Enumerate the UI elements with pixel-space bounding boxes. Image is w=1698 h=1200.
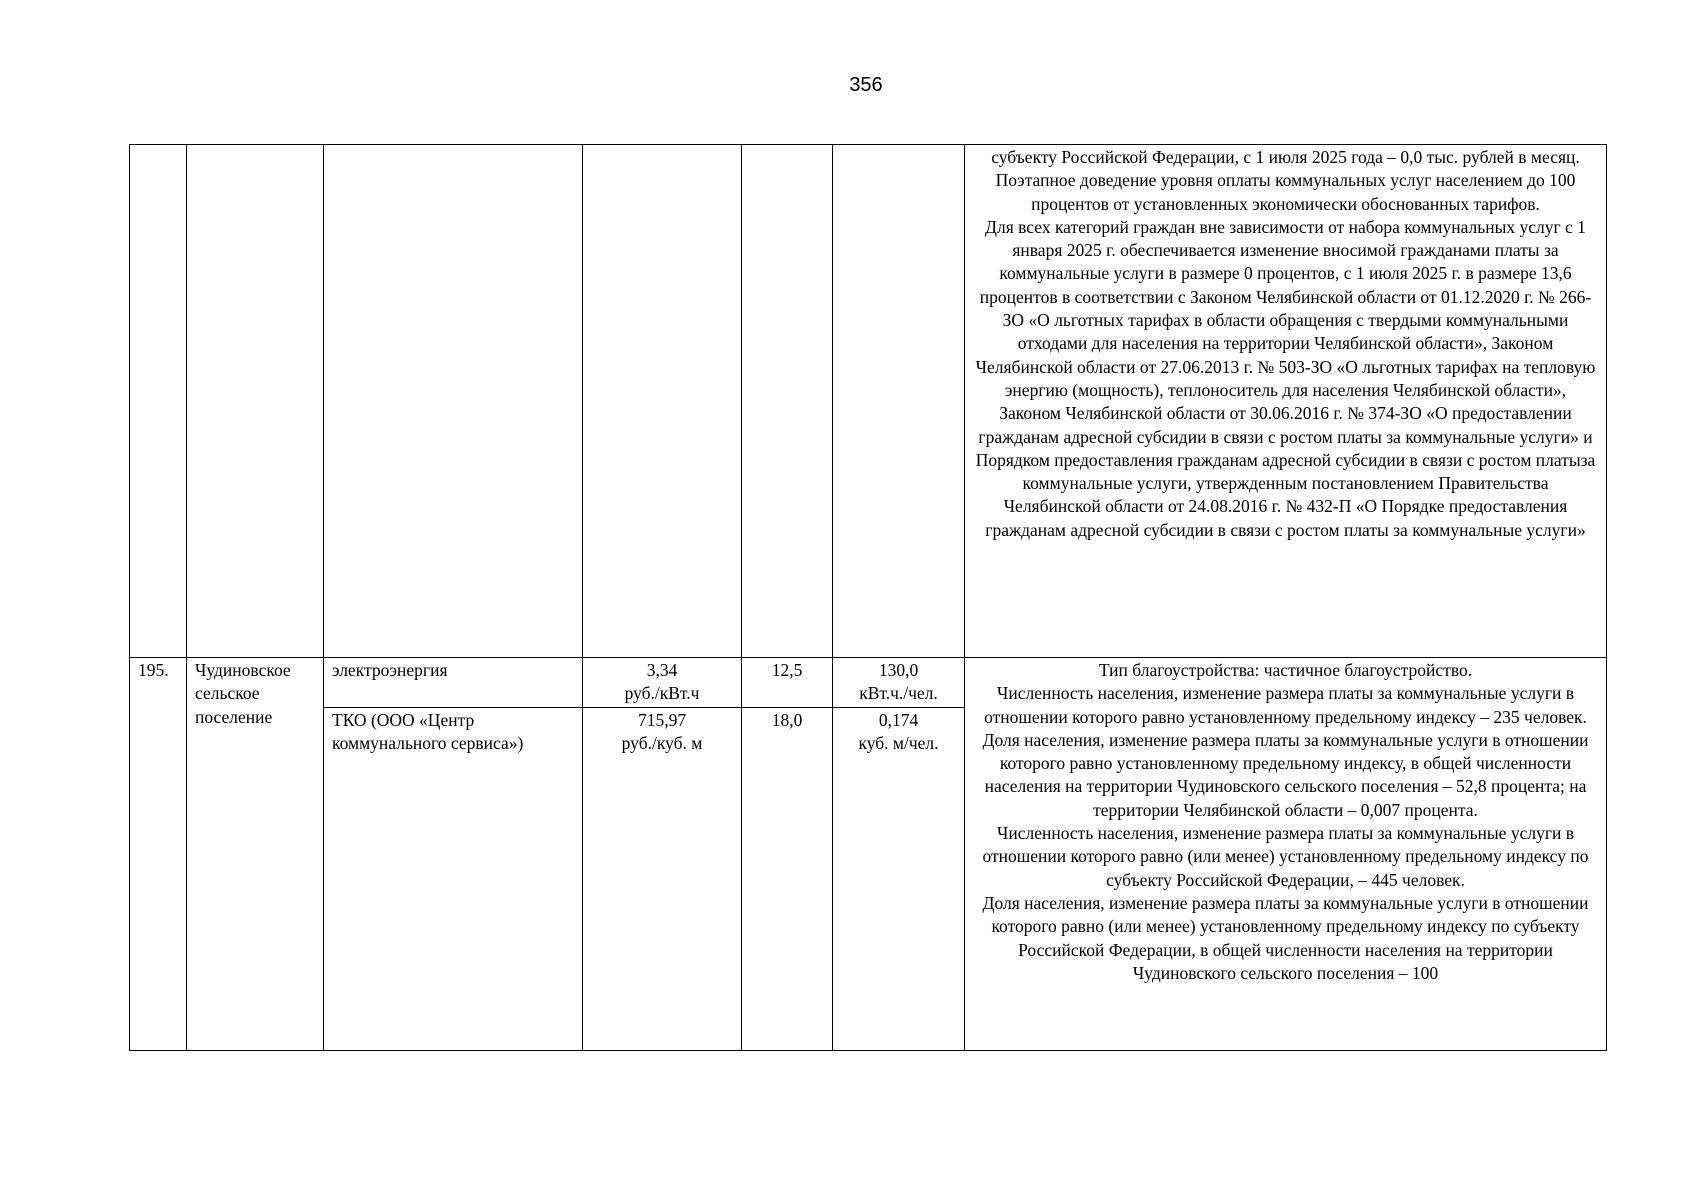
norm-value: 0,174 [878,709,919,730]
description-paragraph: Для всех категорий граждан вне зависимости от набора коммунальных услуг с 1 января 2025 г. обеспечивается изменение вносимой гражданами платы за коммунальные услуги в размере 0 процентов, с 1 июля 2025 г. в размере 13,6 процентов в соответствии с Законом Челябинской области от 01.12.2020 г. № 266-ЗО «О льготных тарифах в области обращения с твердыми коммунальными отходами для населения на территории Челябинской области», Законом Челябинской области от 27.06.2013 г. № 503-ЗО «О льготных тарифах на тепловую энергию (мощность), теплоноситель для населения Челябинской области», Законом Челябинской области от 30.06.2016 г. № 374-ЗО «О предоставлении гражданам адресной субсидии в связи с ростом платы за коммунальные услуги» и Порядком предоставления гражданам адресной субсидии в связи с ростом платыза коммунальные услуги, утвержденным постановлением Правительства Челябинской области от 24.08.2016 г. № 432-П «О Порядке предоставления гражданам адресной субсидии в связи с ростом платы за коммунальные услуги» [975,216,1596,540]
service-name: ТКО (ООО «Центр коммунального сервиса») [324,707,583,1050]
tariff-unit: руб./куб. м [621,732,703,753]
tariff-table [129,144,1607,1051]
description-paragraph: Численность населения, изменение размера платы за коммунальные услуги в отношении которого равно установленному предельному индексу – 235 человек. [984,683,1587,727]
page-number: 356 [849,74,883,96]
norm-value: 130,0 [878,660,919,680]
cell-municipality [187,145,324,658]
description-paragraph: Тип благоустройства: частичное благоустройство. [1098,660,1473,680]
table-row-195-electricity [130,658,1607,708]
cell-service [324,145,583,658]
description-paragraph: субъекту Российской Федерации, с 1 июля 2025 года – 0,0 тыс. рублей в месяц. [991,147,1580,167]
cell-tariff [583,145,742,658]
tariff-unit: руб./кВт.ч [624,683,700,704]
percent-value: 18,0 [742,707,833,1050]
norm-cell [833,707,965,1050]
description-paragraph: Доля населения, изменение размера платы за коммунальные услуги в отношении которого равно установленному предельному индексу, в общей численности населения на территории Чудиновского сельского поселения – 52,8 процента; на территории Челябинской области – 0,007 процента. [982,729,1589,820]
description-paragraph: Поэтапное доведение уровня оплаты коммунальных услуг населением до 100 процентов от установленных экономически обоснованных тарифов. [995,170,1576,214]
norm-cell [833,658,965,708]
norm-unit: кВт.ч./чел. [859,683,938,704]
percent-value: 12,5 [742,658,833,708]
cell-percent [742,145,833,658]
municipality-name: Чудиновское сельское поселение [187,658,324,1051]
description-paragraph: Численность населения, изменение размера платы за коммунальные услуги в отношении которого равно (или менее) установленному предельному индексу по субъекту Российской Федерации, – 445 человек. [982,823,1589,890]
cell-norm [833,145,965,658]
tariff-value: 3,34 [646,660,678,680]
description-paragraph: Доля населения, изменение размера платы за коммунальные услуги в отношении которого равно (или менее) установленному предельному индексу по субъекту Российской Федерации, в общей численности населения на территории Чудиновского сельского поселения – 100 [982,892,1589,983]
row-number: 195. [130,658,187,1051]
cell-number [130,145,187,658]
norm-unit: куб. м/чел. [858,732,939,753]
table-row-continuation [130,145,1607,658]
tariff-cell [583,707,742,1050]
tariff-cell [583,658,742,708]
service-name: электроэнергия [324,658,583,708]
cell-description [965,658,1607,1051]
cell-description [965,145,1607,658]
tariff-value: 715,97 [637,709,687,730]
